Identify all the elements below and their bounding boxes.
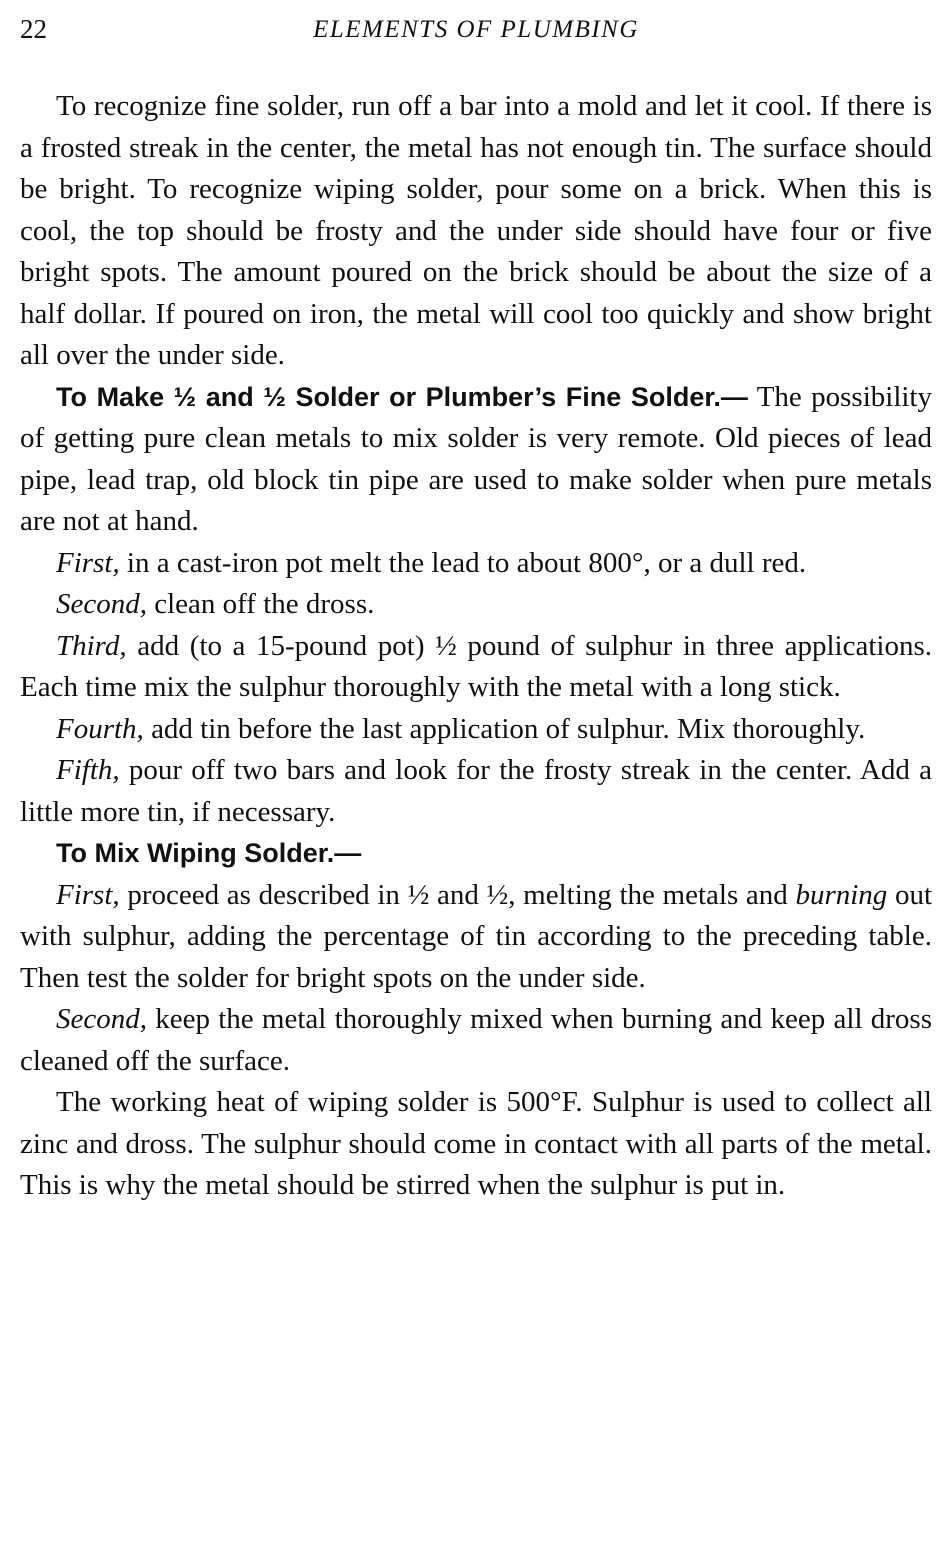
step-text: add tin before the last application of sulphur. Mix thoroughly.: [143, 712, 866, 745]
step-text: pour off two bars and look for the frosty streak in the center. Add a little more tin, if necessary.: [20, 754, 932, 828]
step-label: Fourth,: [56, 712, 144, 745]
step-label: Fifth,: [56, 754, 120, 786]
step-second: [20, 584, 932, 626]
paragraph-text: The working heat of wiping solder is 500°F. Sulphur is used to collect all zinc and dross. The sulphur should come in contact with all parts of the metal. This is why the metal should be stirred when the sulphur is put in.: [20, 1086, 932, 1201]
page-header: [20, 14, 932, 54]
section-heading-wiping-solder: To Mix Wiping Solder.—: [56, 838, 362, 868]
paragraph-fine-solder: [20, 377, 932, 543]
paragraph-testing-solder: [20, 86, 932, 377]
wiping-step-second: [20, 999, 932, 1082]
paragraph-text: The possibility of getting pure clean metals to mix solder is very remote. Old pieces of lead pipe, lead trap, old block tin pipe are used to make solder when pure metals are not at hand.: [20, 380, 932, 537]
emphasized-word: burning: [795, 878, 888, 911]
wiping-step-first: [20, 875, 932, 1000]
step-text: clean off the dross.: [147, 588, 375, 620]
step-label: Second,: [56, 588, 147, 620]
step-label: First,: [56, 546, 120, 579]
step-label: Third,: [56, 629, 127, 662]
step-text: add (to a 15-pound pot) ½ pound of sulphur in three applications. Each time mix the sulphur thoroughly with the metal with a long stick.: [20, 629, 932, 703]
book-page: [20, 14, 932, 1207]
step-text: keep the metal thoroughly mixed when burning and keep all dross cleaned off the surface.: [20, 1003, 932, 1077]
step-label: Second,: [56, 1003, 147, 1035]
page-number: 22: [20, 14, 47, 44]
paragraph-working-heat: [20, 1082, 932, 1207]
step-fifth: [20, 750, 932, 833]
step-first: [20, 543, 932, 585]
step-fourth: [20, 709, 932, 751]
step-text: out with sulphur, adding the percentage of tin according to the preceding table. Then test the solder for bright spots on the under side.: [20, 878, 933, 994]
paragraph-text: To recognize fine solder, run off a bar into a mold and let it cool. If there is a frosted streak in the center, the metal has not enough tin. The surface should be bright. To recognize wiping solder, pour some on a brick. When this is cool, the top should be frosty and the under side should have four or five bright spots. The amount poured on the brick should be about the size of a half dollar. If poured on iron, the metal will cool too quickly and show bright all over the under side.: [20, 90, 932, 371]
step-text: proceed as described in ½ and ½, melting the metals and: [119, 878, 796, 911]
step-third: [20, 626, 932, 709]
step-label: First,: [56, 878, 120, 911]
running-head: ELEMENTS OF PLUMBING: [313, 16, 639, 43]
section-heading-fine-solder: To Make ½ and ½ Solder or Plumber’s Fine Solder.—: [56, 381, 748, 412]
page-body: [20, 86, 932, 1207]
paragraph-wiping-solder-heading: [20, 833, 932, 875]
step-text: in a cast-iron pot melt the lead to about 800°, or a dull red.: [119, 546, 807, 579]
